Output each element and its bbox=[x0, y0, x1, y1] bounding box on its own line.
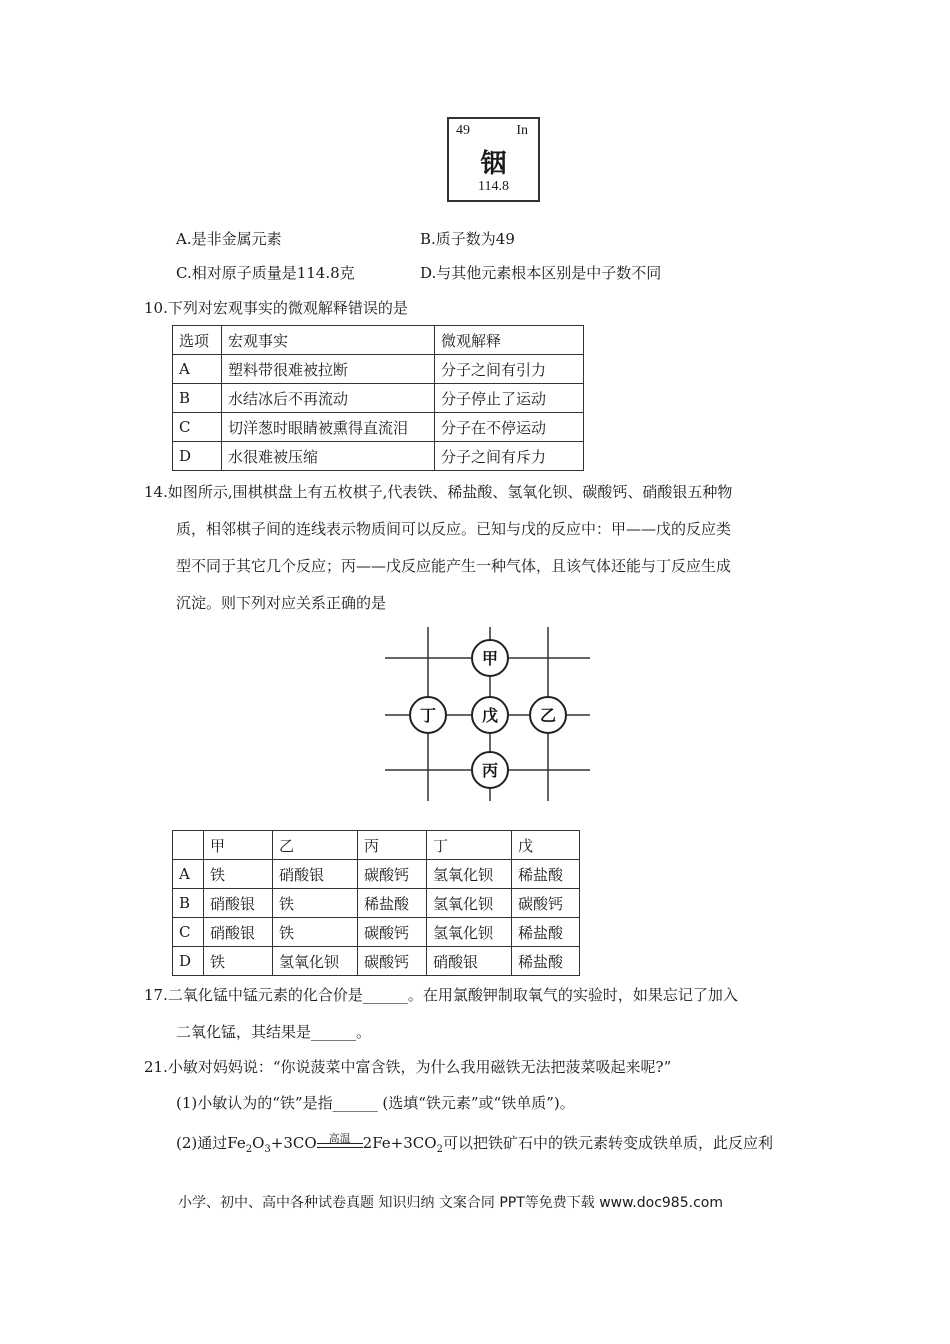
q21-part-2-suffix: 可以把铁矿石中的铁元素转变成铁单质，此反应利 bbox=[442, 1134, 773, 1152]
piece-label-bottom: 丙 bbox=[481, 761, 499, 780]
table-cell: D bbox=[173, 442, 222, 471]
table-cell: 碳酸钙 bbox=[358, 947, 427, 976]
table-cell: 碳酸钙 bbox=[358, 860, 427, 889]
table-cell: D bbox=[173, 947, 204, 976]
q21-part-2: (2)通过$Fe_2O_3+3CO$ 高温 $2Fe+3CO_2$可以把铁矿石中的铁元素转变成铁单质，此反应利 bbox=[176, 1129, 773, 1160]
element-name: 铟 bbox=[480, 149, 507, 179]
table-header-cell: 甲 bbox=[204, 831, 273, 860]
go-board-diagram bbox=[385, 625, 595, 805]
table-row bbox=[173, 355, 584, 384]
table-cell: 分子之间有引力 bbox=[435, 355, 584, 384]
table-cell: 塑料带很难被拉断 bbox=[222, 355, 435, 384]
reaction-condition bbox=[317, 1129, 363, 1149]
table-cell: 氢氧化钡 bbox=[273, 947, 358, 976]
table-cell: 稀盐酸 bbox=[512, 947, 580, 976]
q9-option-a: A.是非金属元素 bbox=[176, 230, 282, 248]
table-header-cell: 丁 bbox=[427, 831, 512, 860]
piece-label-center: 戊 bbox=[481, 706, 499, 725]
reaction-equals-sign bbox=[317, 1143, 363, 1148]
table-cell: 碳酸钙 bbox=[512, 889, 580, 918]
table-cell: 硝酸银 bbox=[204, 889, 273, 918]
table-cell: 氢氧化钡 bbox=[427, 889, 512, 918]
table-cell: 稀盐酸 bbox=[512, 860, 580, 889]
table-header-cell: 乙 bbox=[273, 831, 358, 860]
table-header-cell: 戊 bbox=[512, 831, 580, 860]
table-cell: 碳酸钙 bbox=[358, 918, 427, 947]
table-row bbox=[173, 947, 580, 976]
table-cell: 硝酸银 bbox=[204, 918, 273, 947]
table-cell: 硝酸银 bbox=[273, 860, 358, 889]
table-header-row bbox=[173, 831, 580, 860]
table-cell: C bbox=[173, 413, 222, 442]
piece-label-left: 丁 bbox=[419, 706, 437, 725]
table-cell: 分子停止了运动 bbox=[435, 384, 584, 413]
table-cell: 分子之间有斥力 bbox=[435, 442, 584, 471]
footer-text: 小学、初中、高中各种试卷真题 知识归纳 文案合同 PPT等免费下载 www.doc985.com bbox=[178, 1195, 723, 1211]
q14-line-2: 质，相邻棋子间的连线表示物质间可以反应。已知与戊的反应中：甲——戊的反应类 bbox=[176, 520, 732, 538]
table-header-row bbox=[173, 326, 584, 355]
table-cell: 切洋葱时眼睛被熏得直流泪 bbox=[222, 413, 435, 442]
table-cell: 铁 bbox=[204, 860, 273, 889]
q14-line-4: 沉淀。则下列对应关系正确的是 bbox=[176, 594, 387, 612]
table-cell: B bbox=[173, 889, 204, 918]
q9-option-b: B.质子数为49 bbox=[420, 230, 515, 248]
table-cell: 铁 bbox=[273, 918, 358, 947]
atomic-mass: 114.8 bbox=[478, 179, 509, 194]
table-row bbox=[173, 860, 580, 889]
q14-table bbox=[172, 830, 580, 976]
q14-line-1: 14.如图所示,围棋棋盘上有五枚棋子,代表铁、稀盐酸、氢氧化钡、碳酸钙、硝酸银五种物 bbox=[144, 483, 733, 501]
piece-label-right: 乙 bbox=[539, 706, 557, 725]
q10-stem: 10.下列对宏观事实的微观解释错误的是 bbox=[144, 299, 408, 317]
table-header-cell: 选项 bbox=[173, 326, 222, 355]
atomic-number: 49 bbox=[456, 123, 470, 138]
table-cell: 稀盐酸 bbox=[512, 918, 580, 947]
table-cell: 水结冰后不再流动 bbox=[222, 384, 435, 413]
table-header-cell: 宏观事实 bbox=[222, 326, 435, 355]
table-cell: 氢氧化钡 bbox=[427, 860, 512, 889]
table-row bbox=[173, 442, 584, 471]
q9-option-d: D.与其他元素根本区别是中子数不同 bbox=[420, 264, 662, 282]
table-row bbox=[173, 384, 584, 413]
table-cell: 分子在不停运动 bbox=[435, 413, 584, 442]
q17-line-1: 17.二氧化锰中锰元素的化合价是______。在用氯酸钾制取氧气的实验时，如果忘记了加入 bbox=[144, 986, 738, 1004]
reaction-condition-label: 高温 bbox=[328, 1132, 351, 1145]
table-cell: A bbox=[173, 860, 204, 889]
table-cell: 氢氧化钡 bbox=[427, 918, 512, 947]
table-cell: A bbox=[173, 355, 222, 384]
q10-table bbox=[172, 325, 584, 471]
table-cell: C bbox=[173, 918, 204, 947]
q17-line-2: 二氧化锰，其结果是______。 bbox=[176, 1023, 372, 1041]
table-row bbox=[173, 413, 584, 442]
table-row bbox=[173, 918, 580, 947]
table-cell: 硝酸银 bbox=[427, 947, 512, 976]
q21-part-1: (1)小敏认为的“铁”是指______ (选填“铁元素”或“铁单质”)。 bbox=[176, 1094, 575, 1112]
q21-part-2-prefix: (2)通过 bbox=[176, 1134, 228, 1152]
table-cell: B bbox=[173, 384, 222, 413]
element-tile bbox=[447, 117, 540, 202]
q21-stem: 21.小敏对妈妈说：“你说菠菜中富含铁，为什么我用磁铁无法把菠菜吸起来呢?” bbox=[144, 1058, 672, 1076]
element-symbol: In bbox=[516, 123, 528, 138]
table-cell: 稀盐酸 bbox=[358, 889, 427, 918]
table-cell: 水很难被压缩 bbox=[222, 442, 435, 471]
q14-line-3: 型不同于其它几个反应；丙——戊反应能产生一种气体，且该气体还能与丁反应生成 bbox=[176, 557, 732, 575]
table-header-cell: 微观解释 bbox=[435, 326, 584, 355]
table-header-cell: 丙 bbox=[358, 831, 427, 860]
table-cell: 铁 bbox=[204, 947, 273, 976]
table-cell: 铁 bbox=[273, 889, 358, 918]
piece-label-top: 甲 bbox=[481, 649, 499, 668]
q9-option-c: C.相对原子质量是114.8克 bbox=[176, 264, 355, 282]
table-row bbox=[173, 889, 580, 918]
table-header-cell bbox=[173, 831, 204, 860]
